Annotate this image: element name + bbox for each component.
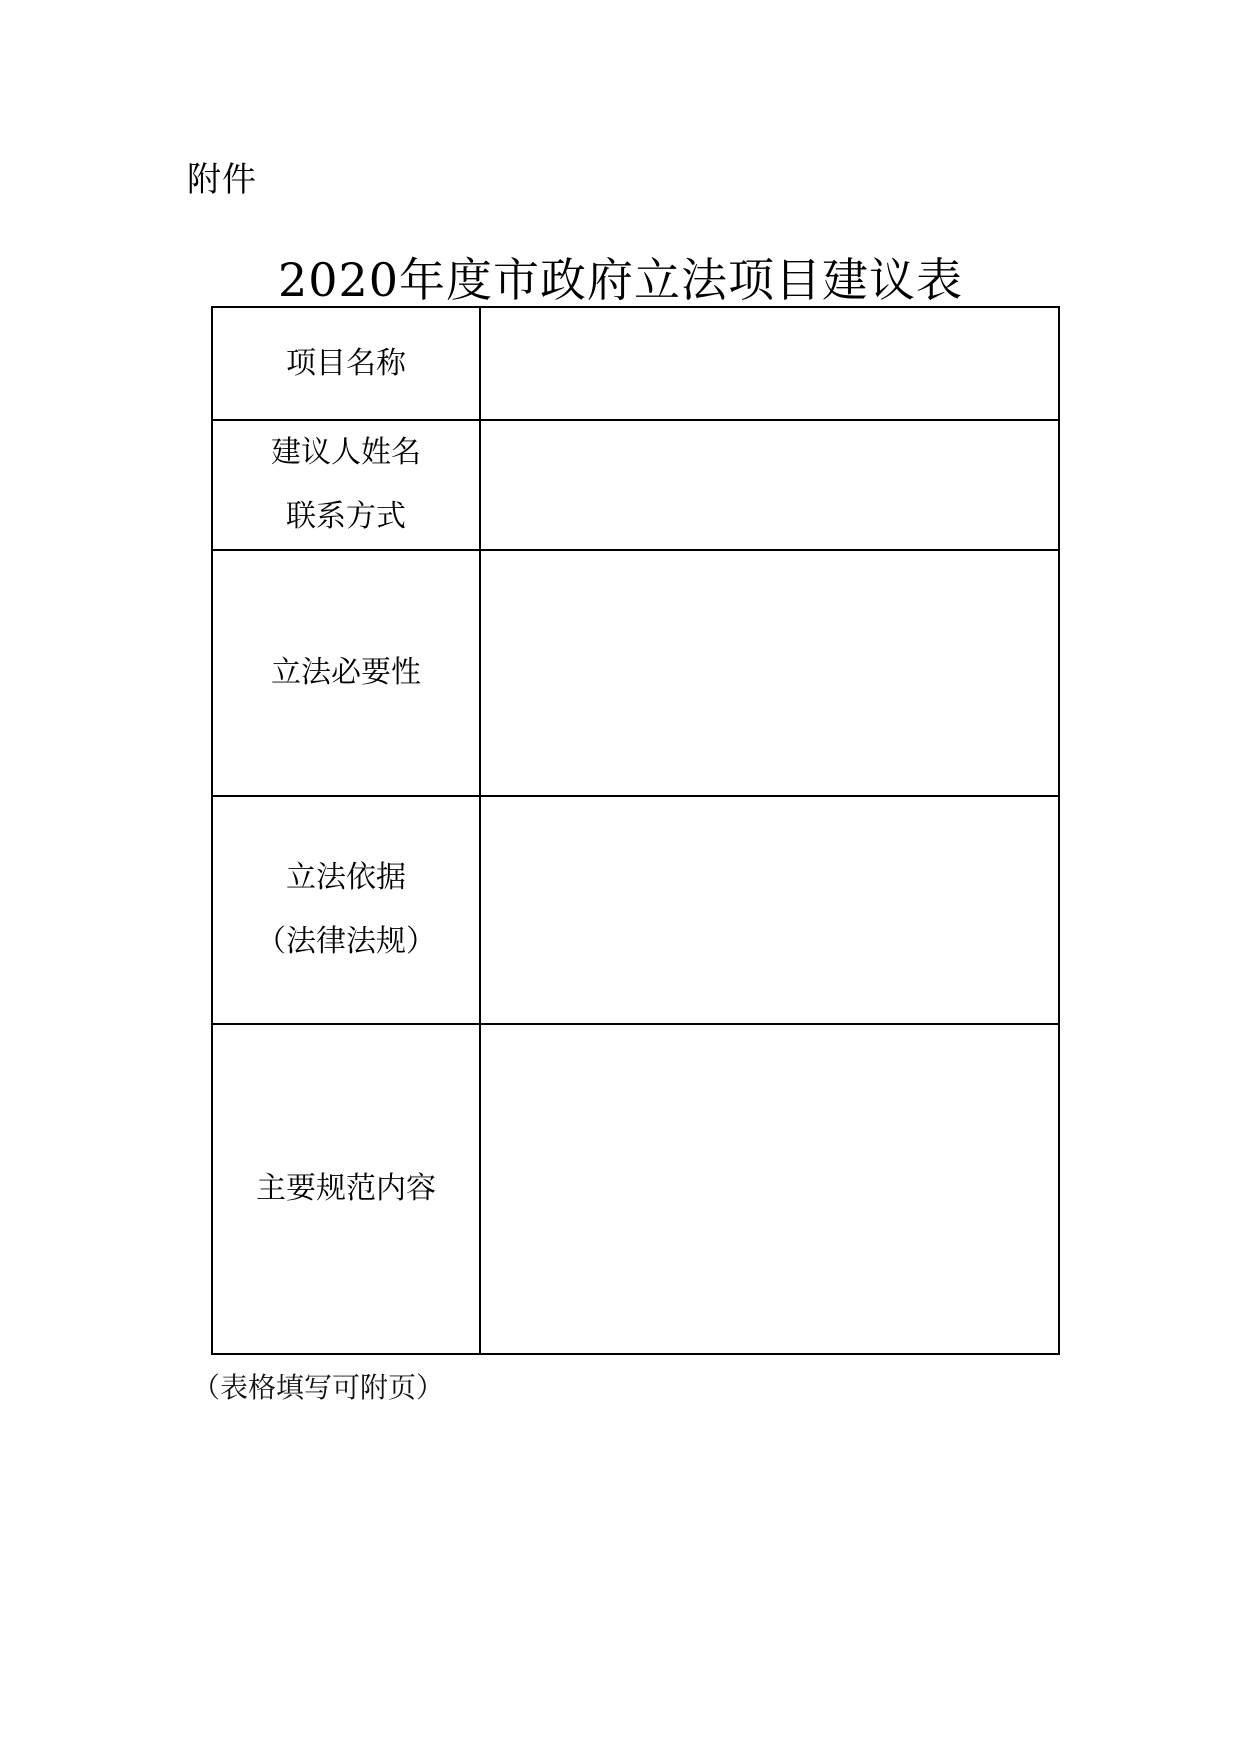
laws-regulations-label: （法律法规） xyxy=(256,924,436,959)
page-title: 2020年度市政府立法项目建议表 xyxy=(277,253,964,307)
legal-basis-field[interactable] xyxy=(480,796,1059,1024)
table-row-proposer xyxy=(212,420,1059,550)
table-row-necessity xyxy=(212,550,1059,796)
table-row-main-content xyxy=(212,1024,1059,1354)
table-row-legal-basis xyxy=(212,796,1059,1024)
attachment-label: 附件 xyxy=(187,160,257,200)
necessity-label: 立法必要性 xyxy=(271,655,421,690)
project-name-field[interactable] xyxy=(480,307,1059,420)
proposer-field[interactable] xyxy=(480,420,1059,550)
necessity-field[interactable] xyxy=(480,550,1059,796)
main-content-label: 主要规范内容 xyxy=(256,1171,436,1206)
table-row-project-name xyxy=(212,307,1059,420)
main-content-field[interactable] xyxy=(480,1024,1059,1354)
proposer-name-label: 建议人姓名 xyxy=(271,435,421,470)
proposal-form-table xyxy=(211,306,1060,1355)
legal-basis-label: 立法依据 xyxy=(286,860,406,895)
project-name-label: 项目名称 xyxy=(286,345,406,381)
main-content-label-cell xyxy=(212,1024,480,1354)
footnote: （表格填写可附页） xyxy=(192,1371,445,1404)
proposer-label-cell xyxy=(212,420,480,550)
legal-basis-label-cell xyxy=(212,796,480,1024)
contact-info-label: 联系方式 xyxy=(286,499,406,534)
project-name-label-cell xyxy=(212,307,480,420)
necessity-label-cell xyxy=(212,550,480,796)
